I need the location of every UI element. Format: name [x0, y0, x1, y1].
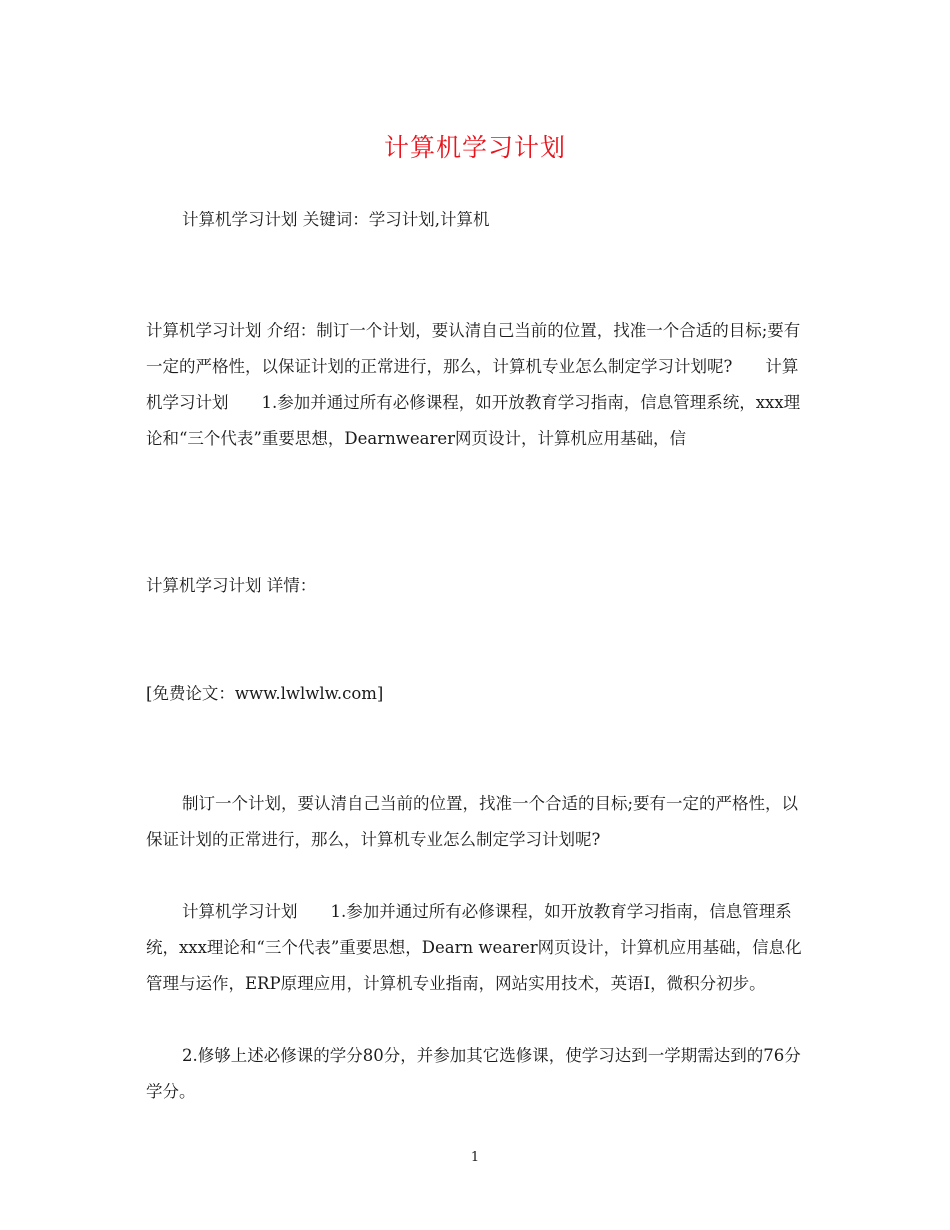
body-paragraph: 2.修够上述必修课的学分80分，并参加其它选修课，使学习达到一学期需达到的76分学分。 [146, 1046, 801, 1101]
document-title: 计算机学习计划 [383, 133, 566, 162]
details-heading: 计算机学习计划 详情： [146, 576, 317, 595]
body-paragraph: 计算机学习计划 1.参加并通过所有必修课程，如开放教育学习指南，信息管理系统，xxx理论和“三个代表”重要思想，Dearn wearer网页设计，计算机应用基础，信息化管理与运作，ERP原理应用，计算机专业指南，网站实用技术，英语I，微积分初步。 [146, 902, 802, 993]
keywords-line: 计算机学习计划 关键词：学习计划,计算机 [182, 210, 490, 229]
body-paragraph: 制订一个计划，要认清自己当前的位置，找准一个合适的目标;要有一定的严格性，以保证计划的正常进行，那么，计算机专业怎么制定学习计划呢? [146, 794, 799, 849]
source-note: [免费论文：www.lwlwlw.com] [146, 684, 384, 703]
page-number: 1 [470, 1150, 480, 1165]
intro-paragraph: 计算机学习计划 介绍：制订一个计划，要认清自己当前的位置，找准一个合适的目标;要有一定的严格性，以保证计划的正常进行，那么，计算机专业怎么制定学习计划呢? 计算机学习计划 1.参加并通过所有必修课程，如开放教育学习指南，信息管理系统，xxx理论和“三个代表”重要思想，Dearnwearer网页设计，计算机应用基础，信 [146, 321, 801, 448]
